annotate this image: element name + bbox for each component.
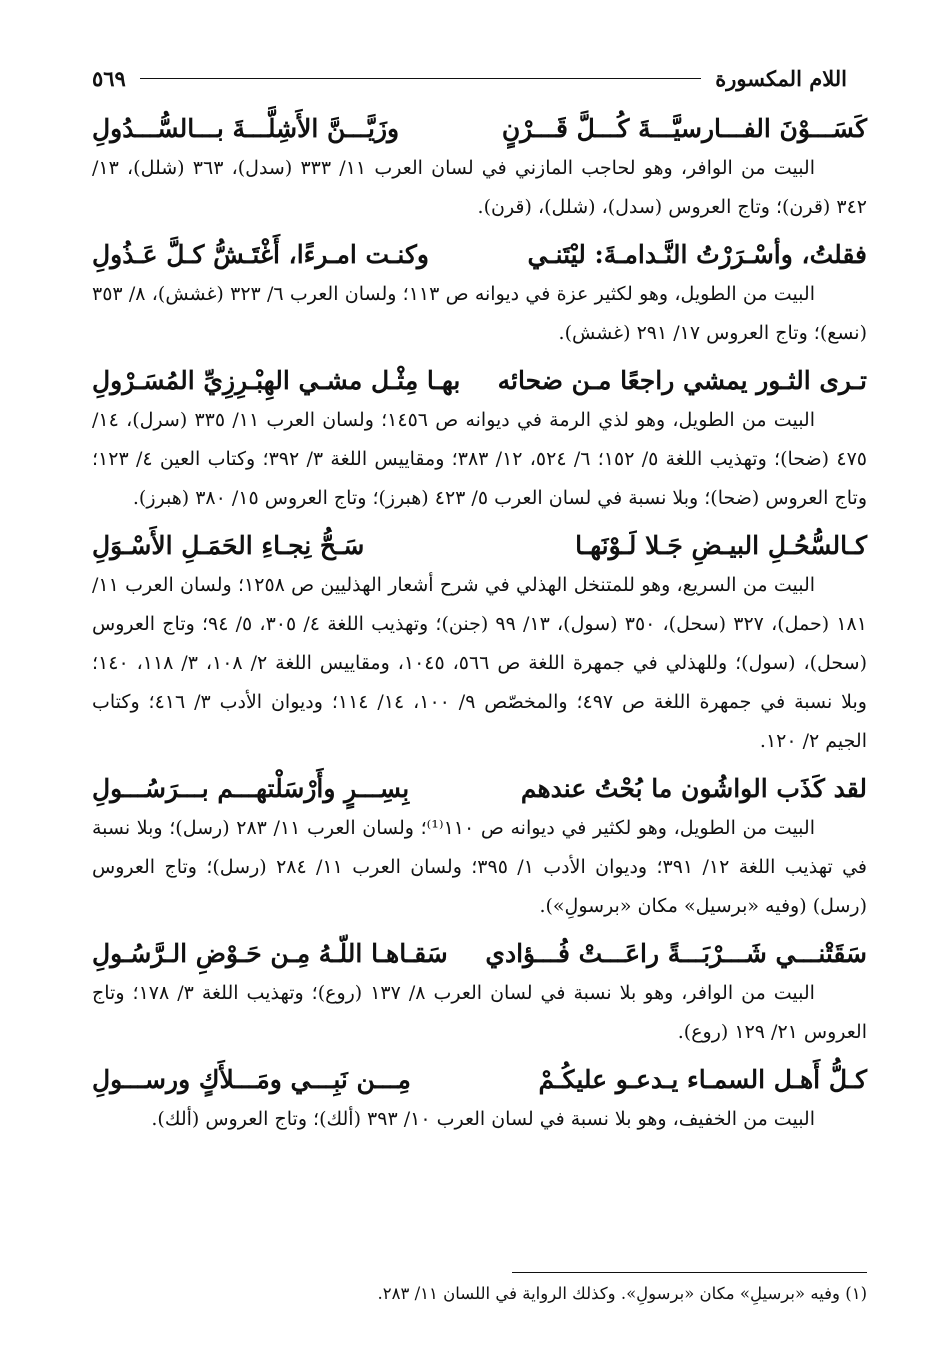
verse-entry	[92, 935, 867, 1052]
verse-first-hemistich: تـرى الثـور يمشي راجعًا مـن ضحائه	[497, 366, 867, 395]
verse-line	[92, 236, 867, 274]
verse-commentary: البيت من الخفيف، وهو بلا نسبة في لسان العرب ١٠/ ٣٩٣ (ألك)؛ وتاج العروس (ألك).	[151, 1108, 815, 1130]
verse-entry	[92, 770, 867, 926]
verse-entry	[92, 527, 867, 761]
verse-second-hemistich: وكنـت امـرءًا، أَغْتَـشُّ كـلَّ عَـذُولِ	[92, 240, 429, 269]
verse-line	[92, 527, 867, 565]
verse-first-hemistich: لقد كَذَب الواشُون ما بُحْتُ عندهم	[520, 774, 867, 803]
verse-entry	[92, 110, 867, 227]
page-body	[92, 110, 867, 1148]
verse-line	[92, 1061, 867, 1099]
verse-line	[92, 935, 867, 973]
verse-first-hemistich: كـلُّ أَهـل السمـاء يـدعـو عليكُـمْ	[538, 1065, 867, 1094]
verse-commentary: البيت من الطويل، وهو لذي الرمة في ديوانه ص ١٤٥٦؛ ولسان العرب ١١/ ٣٣٥ (سرل)، ١٤/ ٤٧٥ (ضحا)؛ وتهذيب اللغة ٥/ ١٥٢؛ ٦/ ٥٢٤، ١٢/ ٣٨٣؛ ومقاييس اللغة ٣/ ٣٩٢؛ وكتاب العين ٤/ ١٢٣؛ وتاج العروس (ضحا)؛ وبلا نسبة في لسان العرب ٥/ ٤٢٣ (هبرز)؛ وتاج العروس ١٥/ ٣٨٠ (هبرز).	[92, 409, 868, 509]
verse-first-hemistich: كـالسُّحُـلِ البيـضِ جَـلا لَـوْنَهـا	[575, 531, 867, 560]
verse-second-hemistich: بهـا مِثْـل مشـي الهِبْـرِزِيِّ المُسَـرْولِ	[92, 366, 461, 395]
footnote: (١) وفيه «برسيلِ» مكان «برسولِ». وكذلك الرواية في اللسان ١١/ ٢٨٣.	[377, 1284, 867, 1303]
verse-commentary: البيت من الوافر، وهو بلا نسبة في لسان العرب ٨/ ١٣٧ (روع)؛ وتهذيب اللغة ٣/ ١٧٨؛ وتاج العروس ٢١/ ١٢٩ (روع).	[92, 982, 867, 1043]
verse-commentary: البيت من الطويل، وهو لكثير في ديوانه ص ١١٠⁽¹⁾؛ ولسان العرب ١١/ ٢٨٣ (رسل)؛ وبلا نسبة في تهذيب اللغة ١٢/ ٣٩١؛ وديوان الأدب ١/ ٣٩٥؛ ولسان العرب ١١/ ٢٨٤ (رسل)؛ وتاج العروس (رسل) (وفيه «برسيل» مكان «برسولِ»).	[92, 817, 868, 917]
verse-second-hemistich: مِـــن نَبِـــي ومَـــلأَكٍ ورســـولِ	[92, 1065, 411, 1094]
running-title: اللام المكسورة	[715, 65, 847, 91]
verse-entry	[92, 236, 867, 353]
verse-first-hemistich: كَسَـــوْنَ الفـــارسيَّـــةَ كُـــلَّ قَـــرْنٍ	[501, 114, 867, 143]
verse-line	[92, 110, 867, 148]
verse-second-hemistich: سَقـاهـا اللّـهُ مِـن حَـوْضِ الـرَّسُـولِ	[92, 939, 448, 968]
page-header	[92, 58, 847, 98]
verse-second-hemistich: وزَيَّـــنَّ الأَشِلَّـــةَ بـــالسُّـــدُولِ	[92, 114, 400, 143]
verse-second-hemistich: سَـحُّ نِجـاءِ الحَمَـلِ الأَسْـوَلِ	[92, 531, 365, 560]
header-rule	[140, 78, 701, 79]
verse-line	[92, 770, 867, 808]
verse-entry	[92, 362, 867, 518]
verse-first-hemistich: سَقَتْنـــي شَـــرْبَـــةً راعَـــتْ فُـــؤادي	[485, 939, 867, 968]
verse-second-hemistich: بِسِـــرٍ وأَرْسَلْتهـــم بـــرَسُـــولِ	[92, 774, 410, 803]
verse-commentary: البيت من الوافر، وهو لحاجب المازني في لسان العرب ١١/ ٣٣٣ (سدل)، ٣٦٣ (شلل)، ١٣/ ٣٤٢ (قرن)؛ وتاج العروس (سدل)، (شلل)، (قرن).	[92, 157, 867, 218]
page-number: ٥٦٩	[92, 65, 126, 91]
verse-entry	[92, 1061, 867, 1139]
verse-first-hemistich: فقلتُ، وأسْـرَرْتُ النَّـدامـةَ: ليْتَنـي	[527, 240, 867, 269]
verse-line	[92, 362, 867, 400]
verse-commentary: البيت من السريع، وهو للمتنخل الهذلي في شرح أشعار الهذليين ص ١٢٥٨؛ ولسان العرب ١١/ ١٨١ (حمل)، ٣٢٧ (سحل)، ٣٥٠ (سول)، ١٣/ ٩٩ (جنن)؛ وتهذيب اللغة ٤/ ٣٠٥، ٥/ ٩٤؛ وتاج العروس (سحل)، (سول)؛ وللهذلي في جمهرة اللغة ص ٥٦٦، ١٠٤٥، ومقاييس اللغة ٢/ ١٠٨، ٣/ ١١٨، ١٤٠؛ وبلا نسبة في جمهرة اللغة ص ٤٩٧؛ والمخصّص ٩/ ١٠٠، ١٤/ ١١٤؛ وديوان الأدب ٣/ ٤١٦؛ وكتاب الجيم ٢/ ١٢٠.	[92, 574, 868, 752]
verse-commentary: البيت من الطويل، وهو لكثير عزة في ديوانه ص ١١٣؛ ولسان العرب ٦/ ٣٢٣ (غشش)، ٨/ ٣٥٣ (نسع)؛ وتاج العروس ١٧/ ٢٩١ (غشش).	[92, 283, 867, 344]
footnote-rule	[512, 1272, 867, 1273]
